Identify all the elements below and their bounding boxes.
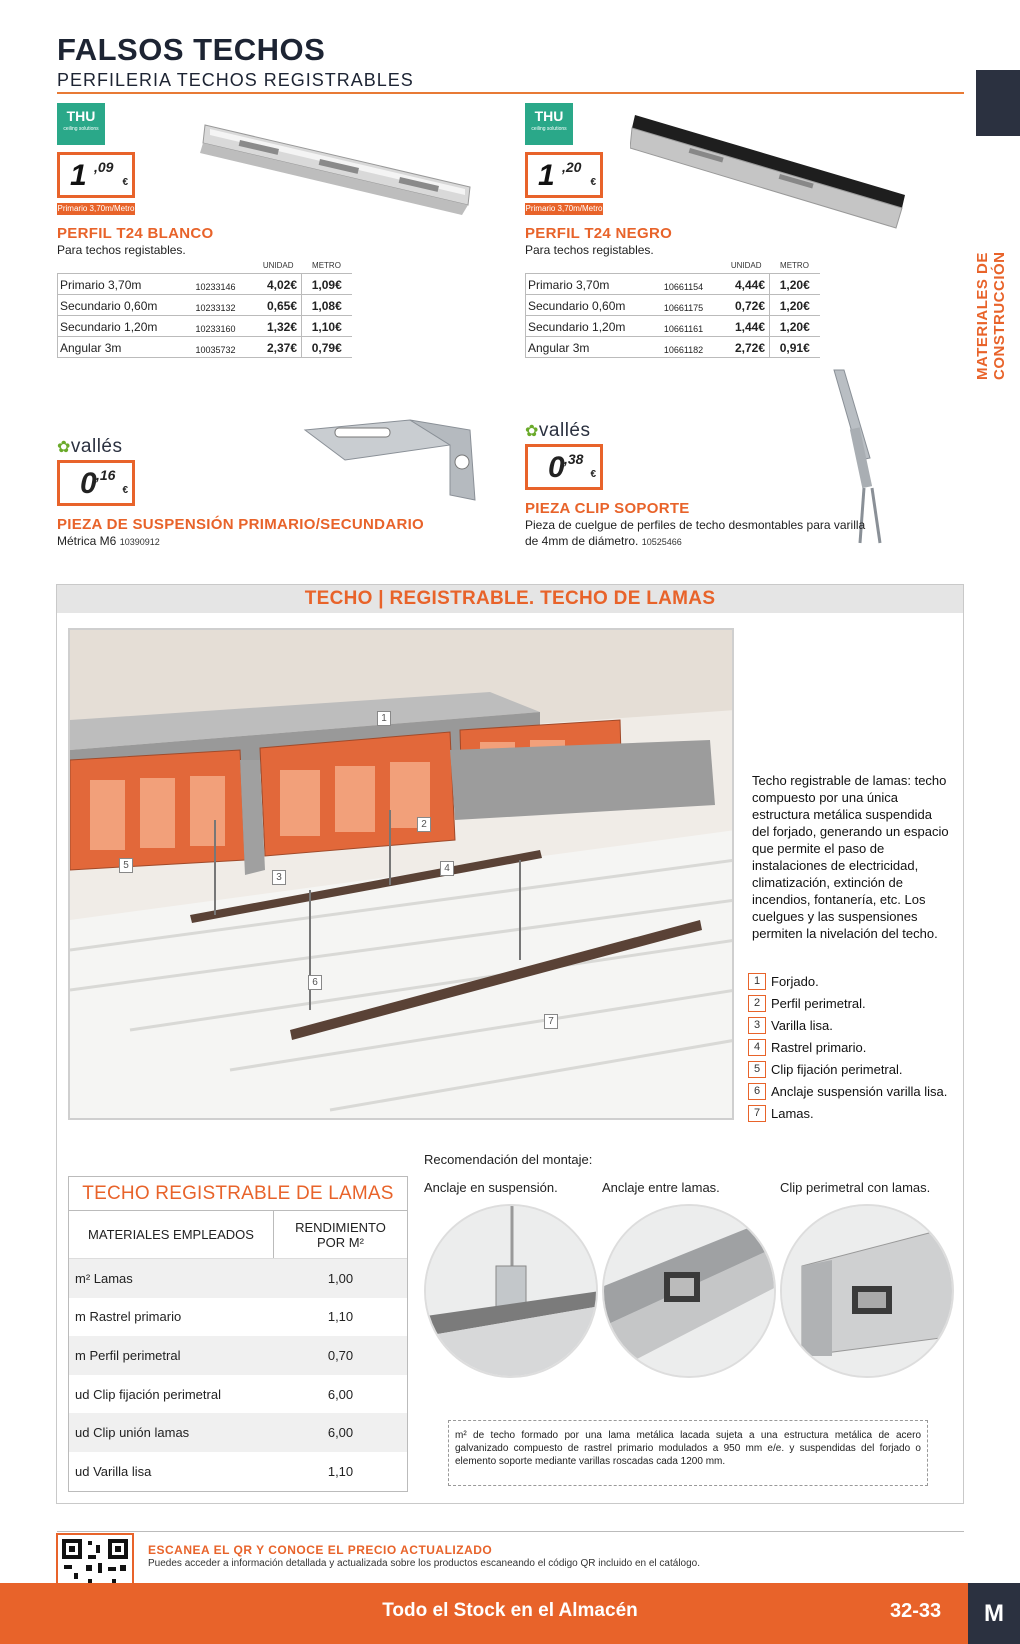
leaf-icon: ✿ (57, 439, 71, 456)
caption-perimetral: Clip perimetral con lamas. (780, 1180, 931, 1195)
product-name: PERFIL T24 NEGRO (525, 225, 673, 242)
category-label: MATERIALES DE CONSTRUCCIÓN (974, 251, 1008, 380)
callout-6: 6 (308, 975, 322, 990)
caption-lamas: Anclaje entre lamas. (602, 1180, 720, 1195)
table-row: Secundario 0,60m 10233132 0,65€ 1,08€ (58, 295, 352, 316)
price-tag: Primario 3,70m/Metro (525, 204, 603, 213)
callout-2: 2 (417, 817, 431, 832)
table-row: m² Lamas 1,00 (69, 1259, 407, 1298)
table-row: Primario 3,70m 10661154 4,44€ 1,20€ (526, 274, 820, 295)
table-row: m Perfil perimetral 0,70 (69, 1336, 407, 1375)
product-name: PERFIL T24 BLANCO (57, 225, 214, 242)
table-row: Secundario 1,20m 10661161 1,44€ 1,20€ (526, 316, 820, 337)
suspension-piece-image (300, 410, 480, 510)
valles-logo: ✿vallés (525, 420, 591, 441)
thu-logo: THU ceiling solutions (525, 103, 573, 145)
montaje-title: Recomendación del montaje: (424, 1152, 593, 1167)
price-tag: Primario 3,70m/Metro (57, 204, 135, 213)
leaf-icon: ✿ (525, 423, 539, 440)
page-number: 32-33 (890, 1600, 942, 1622)
callout-5: 5 (119, 858, 133, 873)
section-header: TECHO | REGISTRABLE. TECHO DE LAMAS (57, 585, 963, 613)
brand-logo: M (968, 1583, 1020, 1644)
table-row: ud Clip unión lamas 6,00 (69, 1413, 407, 1452)
page-title: FALSOS TECHOS (57, 32, 326, 67)
product-desc: Para techos registables. (57, 243, 186, 257)
price-box: 1 ,20 € (525, 152, 603, 198)
table-row: Primario 3,70m 10233146 4,02€ 1,09€ (58, 274, 352, 295)
table-row: Secundario 0,60m 10661175 0,72€ 1,20€ (526, 295, 820, 316)
legend-item: 3 Varilla lisa. (748, 1014, 947, 1036)
price-box: 0 ,16 € (57, 460, 135, 506)
legend-item: 5 Clip fijación perimetral. (748, 1058, 947, 1080)
callout-4: 4 (440, 861, 454, 876)
product-desc: de 4mm de diámetro. 10525466 (525, 534, 682, 548)
profile-black-image (630, 110, 910, 235)
materials-table (68, 1176, 408, 1492)
valles-logo: ✿vallés (57, 436, 123, 457)
footer-divider (57, 1531, 964, 1532)
product-name: PIEZA CLIP SOPORTE (525, 500, 690, 517)
page-subtitle: PERFILERIA TECHOS REGISTRABLES (57, 70, 414, 90)
callout-1: 1 (377, 711, 391, 726)
legend-item: 7 Lamas. (748, 1102, 947, 1124)
materials-columns (69, 1211, 407, 1259)
table-row: m Rastrel primario 1,10 (75, 1309, 354, 1325)
product-name: PIEZA DE SUSPENSIÓN PRIMARIO/SECUNDARIO (57, 516, 425, 533)
callout-3: 3 (272, 870, 286, 885)
product-desc: Pieza de cuelgue de perfiles de techo desmontables para varilla (525, 518, 866, 532)
table-row: Angular 3m 10661182 2,72€ 0,91€ (526, 337, 820, 358)
legend (748, 970, 947, 1124)
price-box: 1 ,09 € (57, 152, 135, 198)
scan-title: ESCANEA EL QR Y CONOCE EL PRECIO ACTUALIZADO (148, 1543, 493, 1557)
col-header: RENDIMIENTO POR M² (295, 1219, 386, 1250)
detail-lamas-image (602, 1204, 776, 1378)
profile-white-image (200, 115, 480, 225)
legend-item: 2 Perfil perimetral. (748, 992, 947, 1014)
legend-item: 1 Forjado. (748, 970, 947, 992)
col-header: MATERIALES EMPLEADOS (69, 1211, 274, 1258)
materials-title: TECHO REGISTRABLE DE LAMAS (69, 1177, 407, 1211)
legend-item: 6 Anclaje suspensión varilla lisa. (748, 1080, 947, 1102)
table-row: Angular 3m 10035732 2,37€ 0,79€ (58, 337, 352, 358)
detail-perimetral-image (780, 1204, 954, 1378)
detail-suspension-image (424, 1204, 598, 1378)
product-desc: Métrica M6 10390912 (57, 534, 160, 548)
montaje-note: m² de techo formado por una lama metálica lacada sujeta a una estructura metálica de acero galvanizado compuesto de rastrel primario modulados a 950 mm e/e. y suspendidas del forjado o elemento soporte mediante varillas roscadas cada 1200 mm. (448, 1420, 928, 1486)
section-description: Techo registrable de lamas: techo compuesto por una única estructura metálica suspendida del forjado, generando un espacio que permite el paso de instalaciones de electricidad, climatización, extinción de incendios, fontanería, etc. Los cuelgues y las suspensiones permiten la nivelación del techo. (752, 773, 949, 941)
scan-desc: Puedes acceder a información detallada y actualizada sobre los productos escaneando el código QR incluido en el catálogo. (148, 1558, 701, 1569)
product-desc: Para techos registables. (525, 243, 654, 257)
thu-logo: THU ceiling solutions (57, 103, 105, 145)
table-row: ud Clip fijación perimetral 6,00 (75, 1386, 354, 1402)
caption-suspension: Anclaje en suspensión. (424, 1180, 558, 1195)
callout-7: 7 (544, 1014, 558, 1029)
price-box: 0 ,38 € (525, 444, 603, 490)
legend-item: 4 Rastrel primario. (748, 1036, 947, 1058)
price-table: UNIDAD METRO Primario 3,70m 10661154 4,44€ 1,20€ Secundario 0,60m 10661175 0,72€ 1,20€ Secundario 1,20m 10661161 1,44€ 1,20€ Angular 3m 10661182 2,72€ 0,91€ (525, 261, 820, 358)
footer-tagline: Todo el Stock en el Almacén (382, 1600, 638, 1621)
price-table: UNIDAD METRO Primario 3,70m 10233146 4,02€ 1,09€ Secundario 0,60m 10233132 0,65€ 1,08€ Secundario 1,20m 10233160 1,32€ 1,10€ Angular 3m 10035732 2,37€ 0,79€ (57, 261, 352, 358)
ceiling-illustration (68, 628, 734, 1120)
table-row: Secundario 1,20m 10233160 1,32€ 1,10€ (58, 316, 352, 337)
table-row: ud Varilla lisa 1,10 (75, 1463, 354, 1479)
header-divider (57, 92, 964, 94)
